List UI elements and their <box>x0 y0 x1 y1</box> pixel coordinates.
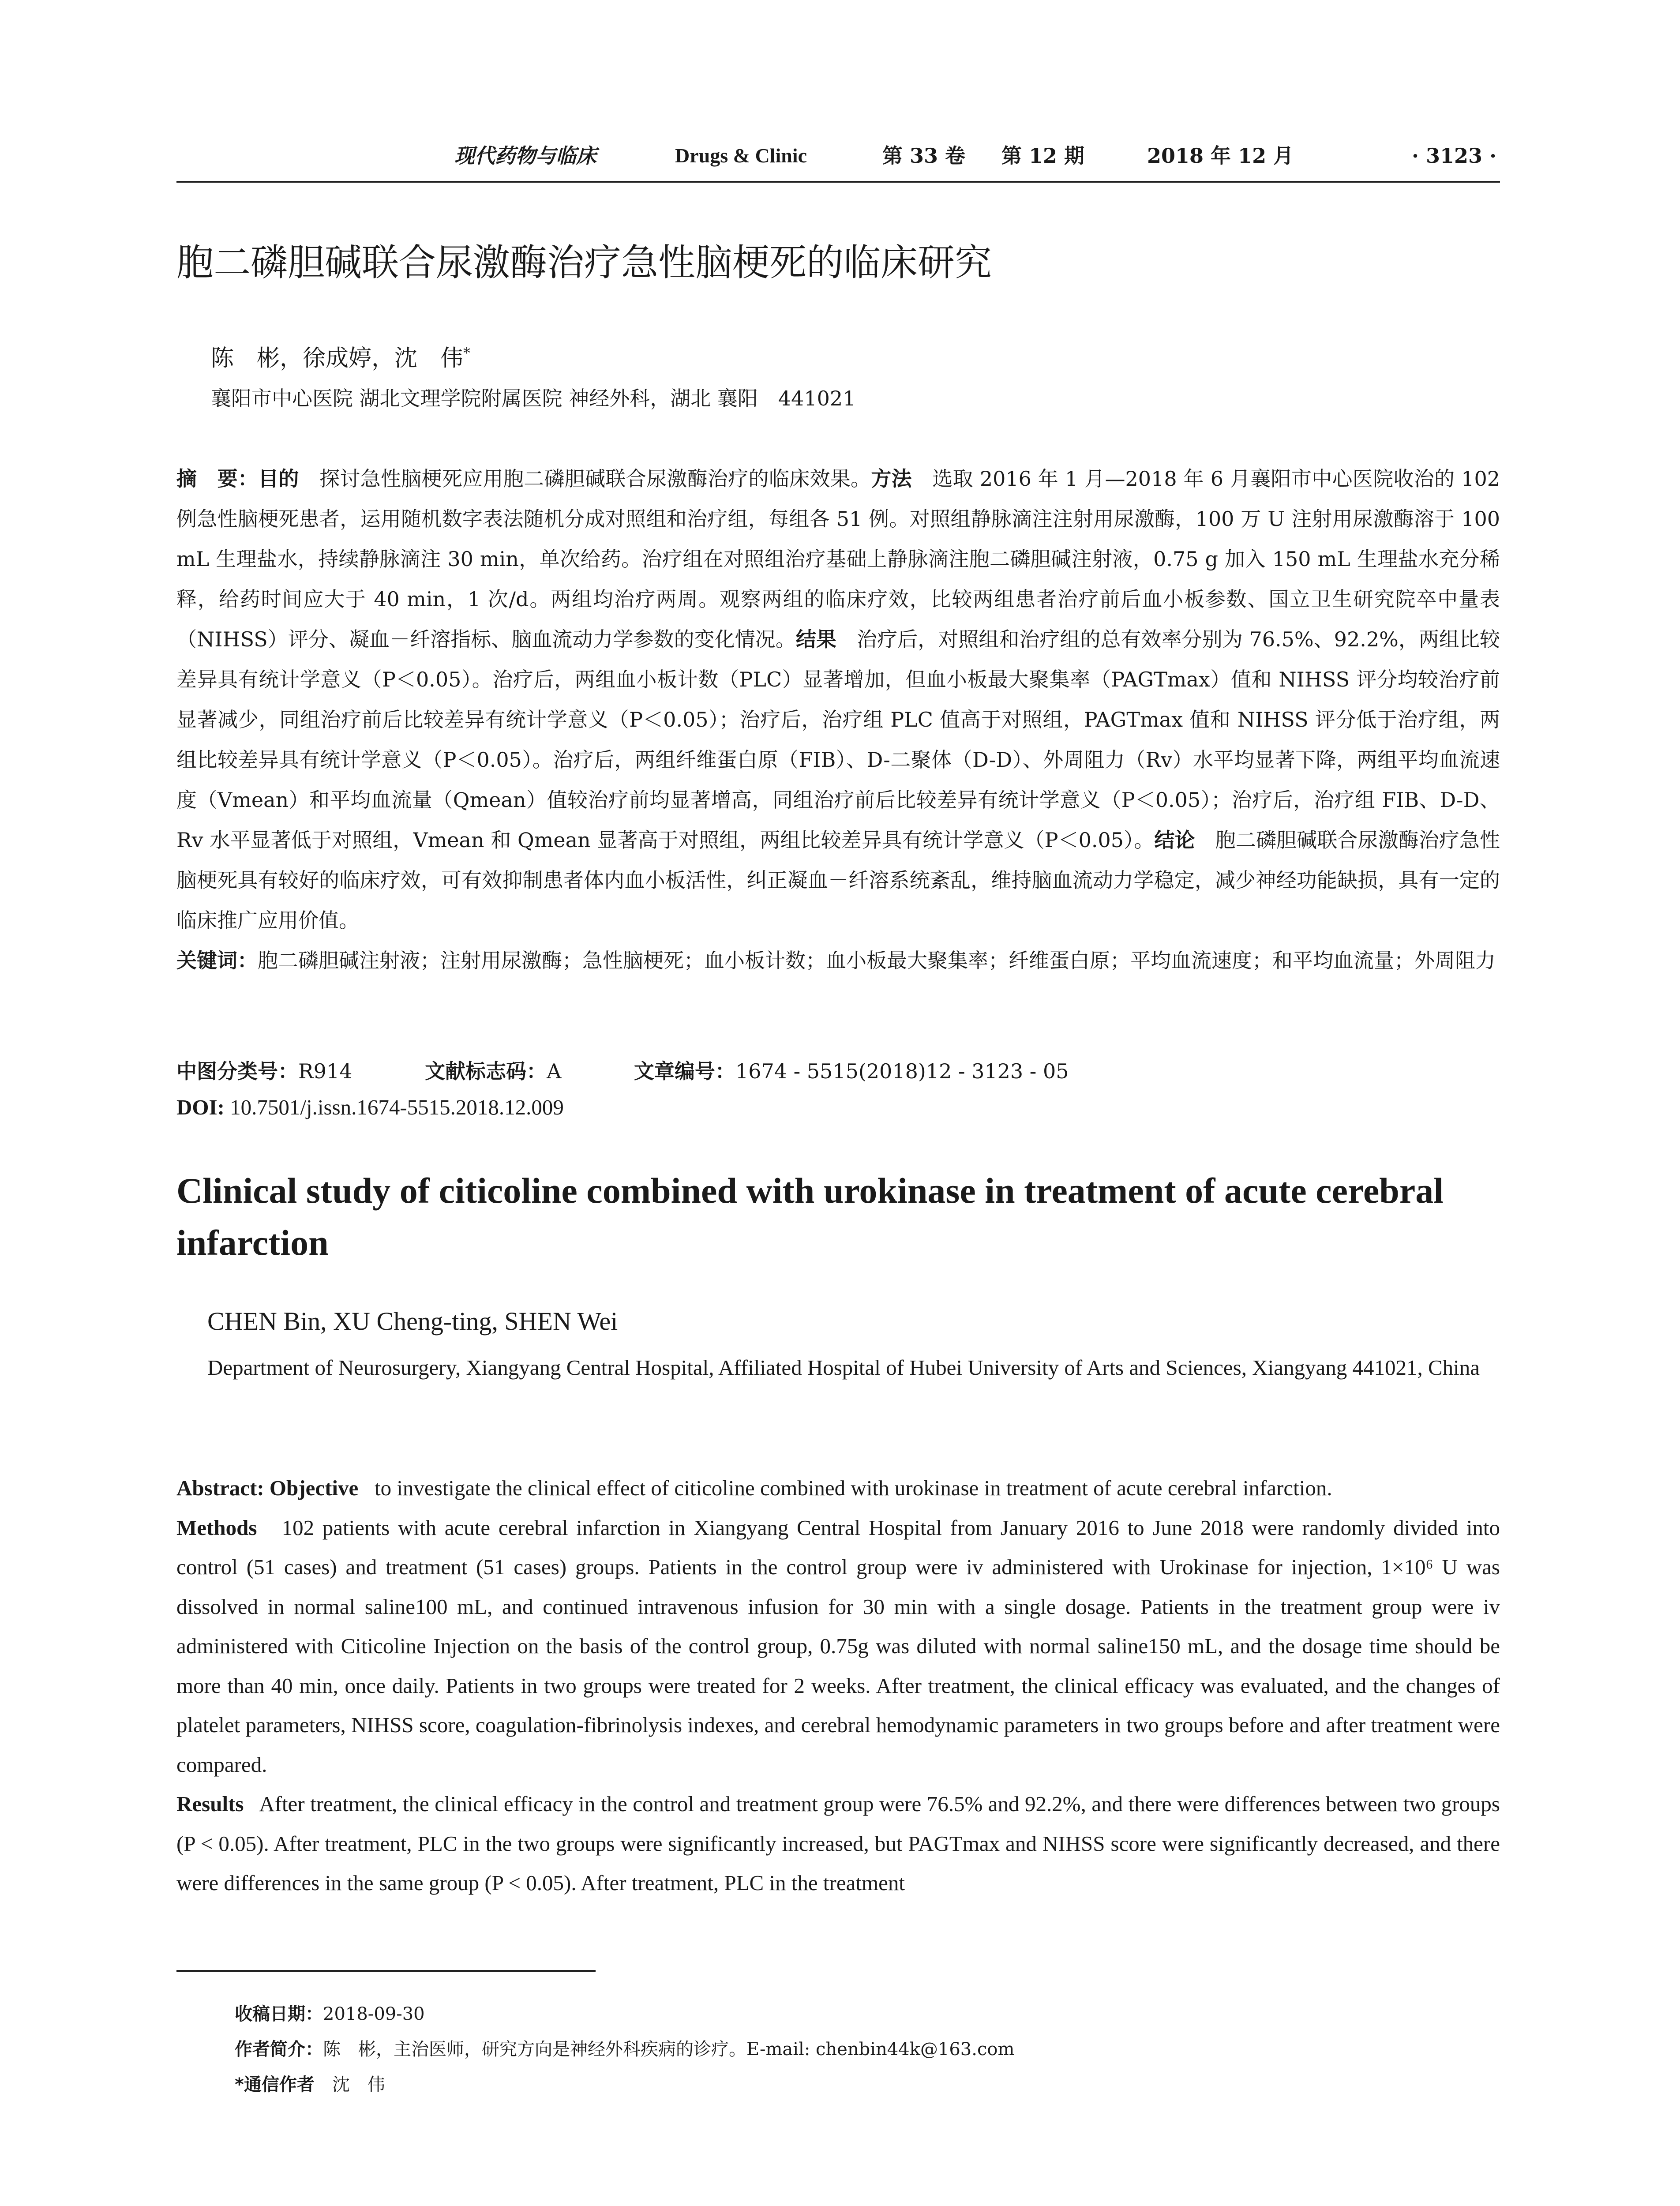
authors-cn <box>211 335 470 376</box>
keywords-label-cn: 关键词： <box>176 949 258 972</box>
author-names-cn: 陈 彬，徐成婷，沈 伟 <box>211 345 464 372</box>
bio-text: 陈 彬，主治医师，研究方向是神经外科疾病的诊疗。E-mail: chenbin44k@163.com <box>323 2039 1015 2060</box>
methods-label-en: Methods <box>176 1515 257 1540</box>
doi-line <box>176 1090 564 1125</box>
volume: 第 33 卷 <box>882 144 966 168</box>
classification-line <box>176 1054 1135 1089</box>
affiliation-en: Department of Neurosurgery, Xiangyang Central Hospital, Affiliated Hospital of Hubei University of Arts and Sciences, Xiangyang 441021, China <box>207 1355 1480 1380</box>
running-header <box>176 140 1500 183</box>
methods-text-en: 102 patients with acute cerebral infarction in Xiangyang Central Hospital from January 2016 to June 2018 were randomly divided into control (51 cases) and treatment (51 cases) groups. Patients in the control group were iv administered with Urokinase for injection, 1×10⁶ U was dissolved in normal saline100 mL, and continued intravenous infusion for 30 min with a single dosage. Patients in the treatment group were iv administered with Citicoline Injection on the basis of the control group, 0.75g was diluted with normal saline150 mL, and the dosage time should be more than 40 min, once daily. Patients in two groups were treated for 2 weeks. After treatment, the clinical efficacy was evaluated, and the changes of platelet parameters, NIHSS score, coagulation-fibrinolysis indexes, and cerebral hemodynamic parameters in two groups before and after treatment were compared. <box>176 1515 1500 1777</box>
article-no-value: 1674 - 5515(2018)12 - 3123 - 05 <box>735 1059 1069 1083</box>
results-label-en: Results <box>176 1792 244 1816</box>
objective-label-cn: 目的 <box>258 467 299 491</box>
clc-label: 中图分类号： <box>176 1059 298 1083</box>
received-value: 2018-09-30 <box>323 2004 425 2024</box>
abstract-cn <box>176 459 1500 981</box>
received-label: 收稿日期： <box>235 2004 323 2024</box>
results-text-en: After treatment, the clinical efficacy in the control and treatment group were 76.5% and 92.2%, and there were differences between two groups (P < 0.05). After treatment, PLC in the two groups were significantly increased, but PAGTmax and NIHSS score were significantly decreased, and there were differences in the same group (P < 0.05). After treatment, PLC in the treatment <box>176 1792 1500 1895</box>
journal-name-cn: 现代药物与临床 <box>454 144 596 168</box>
authors-en: CHEN Bin, XU Cheng-ting, SHEN Wei <box>207 1307 618 1336</box>
objective-label-en: Objective <box>269 1476 359 1500</box>
article-no-label: 文章编号： <box>634 1059 735 1083</box>
conclusion-text-cn: 胞二磷胆碱联合尿激酶治疗急性脑梗死具有较好的临床疗效，可有效抑制患者体内血小板活性，纠正凝血－纤溶系统紊乱，维持脑血流动力学稳定，减少神经功能缺损，具有一定的临床推广应用价值。 <box>176 828 1500 932</box>
abstract-label-cn: 摘 要： <box>176 467 259 491</box>
article-title-en: Clinical study of citicoline combined with urokinase in treatment of acute cerebral infarction <box>176 1171 1444 1263</box>
clc-value: R914 <box>298 1059 352 1083</box>
issue: 第 12 期 <box>1001 144 1085 168</box>
issue-date: 2018 年 12 月 <box>1147 144 1294 168</box>
methods-label-cn: 方法 <box>871 467 912 491</box>
doc-code-label: 文献标志码： <box>425 1059 547 1083</box>
objective-text-cn: 探讨急性脑梗死应用胞二磷胆碱联合尿激酶治疗的临床效果。 <box>319 467 871 491</box>
article-no-item <box>634 1054 1069 1089</box>
doc-code-value: A <box>547 1059 562 1083</box>
corresponding-mark: * <box>463 345 471 361</box>
abstract-label-en: Abstract: <box>176 1476 264 1500</box>
clc-item <box>176 1054 352 1089</box>
doi-link[interactable]: 10.7501/j.issn.1674-5515.2018.12.009 <box>230 1095 564 1119</box>
bio-label: 作者简介： <box>235 2039 323 2060</box>
corr-name: 沈 伟 <box>332 2075 385 2095</box>
doi-label: DOI: <box>176 1095 225 1119</box>
footnote-rule <box>176 1970 596 1972</box>
footnotes <box>235 1996 1014 2102</box>
page-number: · 3123 · <box>1412 144 1497 168</box>
objective-text-en: to investigate the clinical effect of citicoline combined with urokinase in treatment of acute cerebral infarction. <box>375 1476 1332 1500</box>
doc-code-item <box>425 1054 561 1089</box>
methods-text-cn: 选取 2016 年 1 月—2018 年 6 月襄阳市中心医院收治的 102 例急性脑梗死患者，运用随机数字表法随机分成对照组和治疗组，每组各 51 例。对照组静脉滴注注射用尿激酶，100 万 U 注射用尿激酶溶于 100 mL 生理盐水，持续静脉滴注 30 min，单次给药。治疗组在对照组治疗基础上静脉滴注胞二磷胆碱注射液，0.75 g 加入 150 mL 生理盐水充分稀释，给药时间应大于 40 min，1 次/d。两组均治疗两周。观察两组的临床疗效，比较两组患者治疗前后血小板参数、国立卫生研究院卒中量表（NIHSS）评分、凝血－纤溶指标、脑血流动力学参数的变化情况。 <box>176 467 1500 651</box>
abstract-en <box>176 1468 1500 1903</box>
corresponding-author <box>235 2067 1014 2102</box>
received-date <box>235 1996 1014 2032</box>
article-title-cn: 胞二磷胆碱联合尿激酶治疗急性脑梗死的临床研究 <box>176 241 992 284</box>
journal-name-en: Drugs & Clinic <box>675 144 807 167</box>
affiliation-cn: 襄阳市中心医院 湖北文理学院附属医院 神经外科，湖北 襄阳 441021 <box>211 386 856 410</box>
results-text-cn: 治疗后，对照组和治疗组的总有效率分别为 76.5%、92.2%，两组比较差异具有统计学意义（P＜0.05）。治疗后，两组血小板计数（PLC）显著增加，但血小板最大聚集率（PAGTmax）值和 NIHSS 评分均较治疗前显著减少，同组治疗前后比较差异有统计学意义（P＜0.05）；治疗后，治疗组 PLC 值高于对照组，PAGTmax 值和 NIHSS 评分低于治疗组，两组比较差异具有统计学意义（P＜0.05）。治疗后，两组纤维蛋白原（FIB）、D-二聚体（D-D）、外周阻力（Rv）水平均显著下降，两组平均血流速度（Vmean）和平均血流量（Qmean）值较治疗前均显著增高，同组治疗前后比较差异有统计学意义（P＜0.05）；治疗后，治疗组 FIB、D-D、Rv 水平显著低于对照组，Vmean 和 Qmean 显著高于对照组，两组比较差异具有统计学意义（P＜0.05）。 <box>176 627 1500 852</box>
conclusion-label-cn: 结论 <box>1154 828 1195 852</box>
results-label-cn: 结果 <box>795 627 836 651</box>
corr-label: *通信作者 <box>235 2075 315 2095</box>
author-bio <box>235 2032 1014 2067</box>
keywords-cn: 胞二磷胆碱注射液；注射用尿激酶；急性脑梗死；血小板计数；血小板最大聚集率；纤维蛋白原；平均血流速度；和平均血流量；外周阻力 <box>258 949 1496 972</box>
